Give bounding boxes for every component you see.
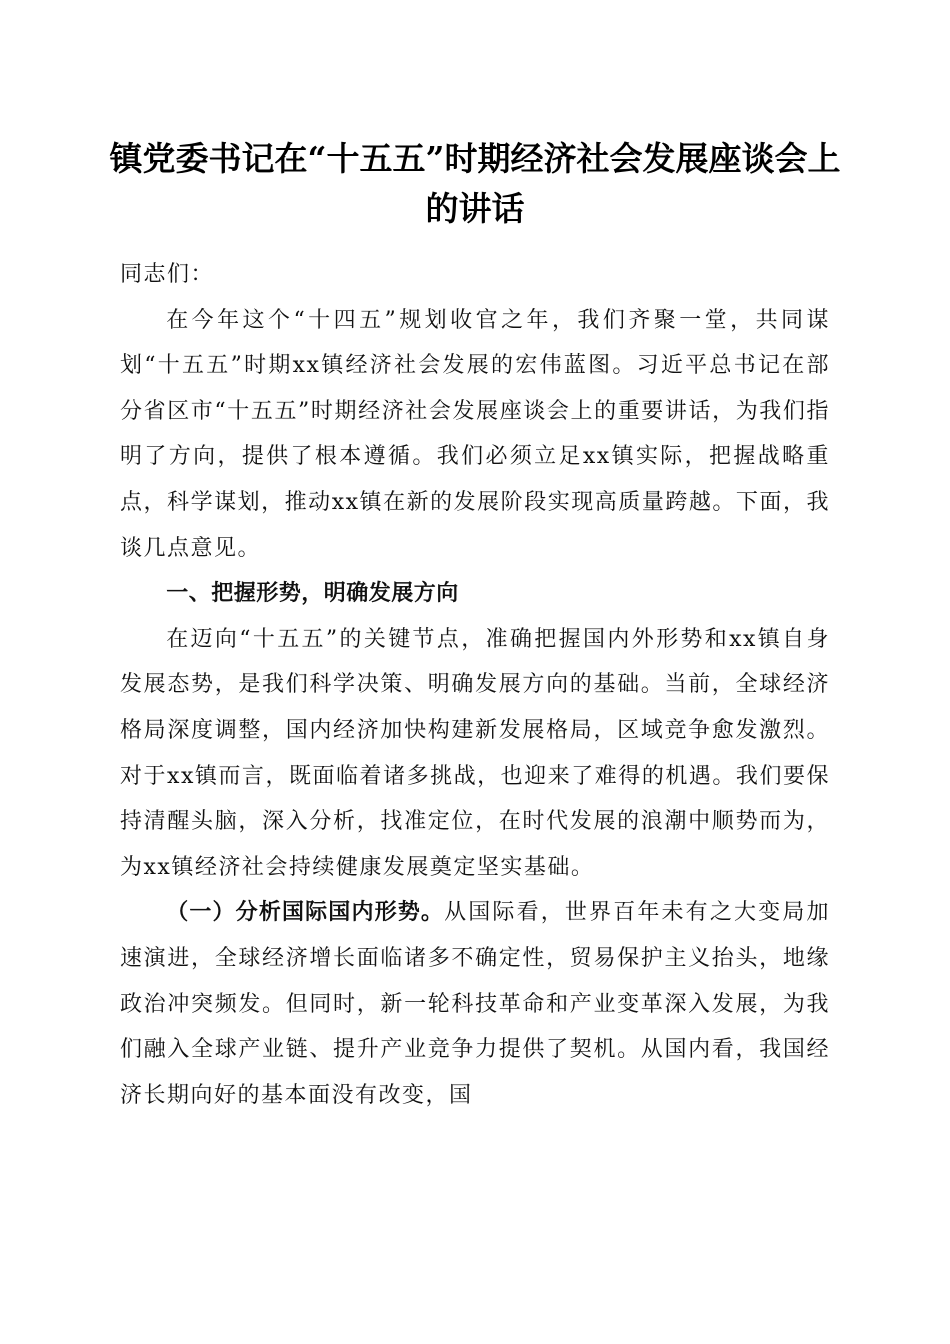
section-1-paragraph: 在迈向“十五五”的关键节点，准确把握国内外形势和xx镇自身发展态势，是我们科学决策、明确发展方向的基础。当前，全球经济格局深度调整，国内经济加快构建新发展格局，区域竞争愈发激烈。对于xx镇而言，既面临着诸多挑战，也迎来了难得的机遇。我们要保持清醒头脑，深入分析，找准定位，在时代发展的浪潮中顺势而为，为xx镇经济社会持续健康发展奠定坚实基础。: [120, 626, 830, 880]
document-body: [120, 252, 830, 1118]
subsection-1-lead: （一）分析国际国内形势。: [166, 900, 445, 926]
intro-paragraph: 在今年这个“十四五”规划收官之年，我们齐聚一堂，共同谋划“十五五”时期xx镇经济社会发展的宏伟蓝图。习近平总书记在部分省区市“十五五”时期经济社会发展座谈会上的重要讲话，为我们指明了方向，提供了根本遵循。我们必须立足xx镇实际，把握战略重点，科学谋划，推动xx镇在新的发展阶段实现高质量跨越。下面，我谈几点意见。: [120, 307, 830, 561]
section-heading-1: 一、把握形势，明确发展方向: [166, 581, 459, 607]
salutation: 同志们：: [120, 262, 215, 287]
subsection-1-paragraph: [120, 890, 830, 1118]
subsection-1-text: 从国际看，世界百年未有之大变局加速演进，全球经济增长面临诸多不确定性，贸易保护主义抬头，地缘政治冲突频发。但同时，新一轮科技革命和产业变革深入发展，为我们融入全球产业链、提升产业竞争力提供了契机。从国内看，我国经济长期向好的基本面没有改变，国: [120, 900, 830, 1108]
document-title: 镇党委书记在“十五五”时期经济社会发展座谈会上的讲话: [109, 139, 841, 228]
